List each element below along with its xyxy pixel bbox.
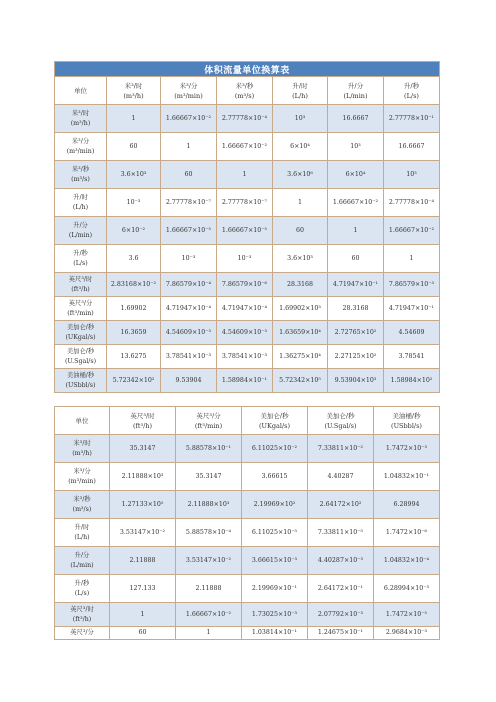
table-row <box>55 161 440 189</box>
table-cell: 6×10⁴ <box>328 161 384 189</box>
row-label: 升/秒 (L/s) <box>55 245 107 273</box>
table-cell: 3.78541×10⁻³ <box>161 345 217 369</box>
unit-header: 单位 <box>55 407 110 435</box>
table-row <box>55 519 440 547</box>
table-cell: 1 <box>110 603 176 627</box>
conversion-table-1 <box>54 61 440 393</box>
table-cell: 60 <box>273 217 328 245</box>
table-cell: 2.11888 <box>176 575 242 603</box>
table-cell: 3.53147×10⁻² <box>176 547 242 575</box>
row-label: 米³/分 (m³/min) <box>55 463 110 491</box>
table-cell: 13.6275 <box>107 345 161 369</box>
table-cell: 2.64172×10⁻¹ <box>308 575 374 603</box>
table-cell: 2.77778×10⁻⁷ <box>161 189 217 217</box>
row-label: 英尺³/分 <box>55 627 110 640</box>
table-cell: 3.6×10⁶ <box>273 161 328 189</box>
table-cell: 4.71947×10⁻⁴ <box>217 297 273 321</box>
row-label: 升/时 (L/h) <box>55 519 110 547</box>
column-header: 美油桶/秒 (USbbl/s) <box>374 407 440 435</box>
row-label: 米³/时 (m³/h) <box>55 435 110 463</box>
table-cell: 16.3659 <box>107 321 161 345</box>
row-label: 美油桶/秒 (USbbl/s) <box>55 369 107 393</box>
column-header: 英尺³/分 (ft³/min) <box>176 407 242 435</box>
table-cell: 127.133 <box>110 575 176 603</box>
table-cell: 7.33811×10⁻² <box>308 435 374 463</box>
table-cell: 1 <box>384 245 440 273</box>
table-cell: 6.28994 <box>374 491 440 519</box>
table-cell: 35.3147 <box>176 463 242 491</box>
row-label: 升/分 (L/min) <box>55 217 107 245</box>
table-cell: 3.66615 <box>242 463 308 491</box>
row-label: 英尺³/时 (ft³/h) <box>55 603 110 627</box>
table-cell: 10³ <box>273 105 328 133</box>
table-cell: 2.72765×10² <box>328 321 384 345</box>
table-cell: 28.3168 <box>328 297 384 321</box>
table-cell: 1.03814×10⁻¹ <box>242 627 308 640</box>
table-cell: 9.53904×10³ <box>328 369 384 393</box>
row-label: 升/时 (L/h) <box>55 189 107 217</box>
table-cell: 4.54609×10⁻³ <box>217 321 273 345</box>
column-header: 美加仑/秒 (UKgal/s) <box>242 407 308 435</box>
table-cell: 3.78541×10⁻³ <box>217 345 273 369</box>
column-header: 米³/时 (m³/h) <box>107 77 161 105</box>
table-cell: 7.86579×10⁻⁴ <box>161 273 217 297</box>
row-label: 米³/分 (m³/min) <box>55 133 107 161</box>
table-cell: 1.58984×10⁻¹ <box>217 369 273 393</box>
table-cell: 2.27125×10² <box>328 345 384 369</box>
table-cell: 1.36275×10⁴ <box>273 345 328 369</box>
table-cell: 3.6 <box>107 245 161 273</box>
row-label: 英尺³/时 (ft³/h) <box>55 273 107 297</box>
table-cell: 3.6×10³ <box>273 245 328 273</box>
row-label: 美加仑/秒 (U.Sgal/s) <box>55 345 107 369</box>
table-cell: 60 <box>110 627 176 640</box>
table-cell: 1.66667×10⁻² <box>176 603 242 627</box>
table-row <box>55 369 440 393</box>
table-cell: 2.83168×10⁻² <box>107 273 161 297</box>
table-cell: 60 <box>107 133 161 161</box>
table-cell: 1 <box>273 189 328 217</box>
table-cell: 2.77778×10⁻⁷ <box>217 189 273 217</box>
table-cell: 1.66667×10⁻² <box>217 133 273 161</box>
table-row <box>55 189 440 217</box>
row-label: 英尺³/分 (ft³/min) <box>55 297 107 321</box>
table-cell: 1.66667×10⁻² <box>384 217 440 245</box>
table-row <box>55 603 440 627</box>
table-cell: 2.9684×10⁻³ <box>374 627 440 640</box>
table-cell: 1 <box>107 105 161 133</box>
table-cell: 1.7472×10⁻⁶ <box>374 519 440 547</box>
table-cell: 2.11888 <box>110 547 176 575</box>
table-cell: 16.6667 <box>328 105 384 133</box>
table-cell: 4.71947×10⁻¹ <box>328 273 384 297</box>
table-cell: 10³ <box>384 161 440 189</box>
table-cell: 4.71947×10⁻⁴ <box>161 297 217 321</box>
table-cell: 1.69902×10³ <box>273 297 328 321</box>
table-row <box>55 273 440 297</box>
row-label: 升/秒 (L/s) <box>55 575 110 603</box>
table-cell: 6.11025×10⁻⁵ <box>242 519 308 547</box>
table-cell: 10⁻³ <box>217 245 273 273</box>
conversion-table-2 <box>54 406 440 640</box>
row-label: 美加仑/秒 (UKgal/s) <box>55 321 107 345</box>
table-cell: 10⁻³ <box>161 245 217 273</box>
table-cell: 35.3147 <box>110 435 176 463</box>
table-cell: 4.54609 <box>384 321 440 345</box>
column-header: 米³/分 (m³/min) <box>161 77 217 105</box>
table-cell: 10³ <box>328 133 384 161</box>
table-cell: 7.86579×10⁻³ <box>384 273 440 297</box>
table-cell: 28.3168 <box>273 273 328 297</box>
table-cell: 1.7472×10⁻⁵ <box>374 603 440 627</box>
column-header: 美加仑/秒 (U.Sgal/s) <box>308 407 374 435</box>
table-cell: 6×10⁴ <box>273 133 328 161</box>
table-cell: 3.66615×10⁻³ <box>242 547 308 575</box>
table-row <box>55 345 440 369</box>
table-cell: 1.66667×10⁻² <box>161 105 217 133</box>
table-cell: 1.63659×10⁴ <box>273 321 328 345</box>
table-cell: 3.78541 <box>384 345 440 369</box>
table-cell: 2.07792×10⁻³ <box>308 603 374 627</box>
table-row <box>55 217 440 245</box>
table-cell: 3.6×10³ <box>107 161 161 189</box>
table-cell: 5.88578×10⁻¹ <box>176 435 242 463</box>
table-row <box>55 297 440 321</box>
table-row <box>55 627 440 640</box>
table-cell: 4.40287×10⁻³ <box>308 547 374 575</box>
table-cell: 3.53147×10⁻² <box>110 519 176 547</box>
table-cell: 2.11888×10³ <box>110 463 176 491</box>
table-row <box>55 547 440 575</box>
table-cell: 1.66667×10⁻⁵ <box>161 217 217 245</box>
table-row <box>55 491 440 519</box>
table-cell: 7.86579×10⁻⁶ <box>217 273 273 297</box>
table-cell: 4.71947×10⁻¹ <box>384 297 440 321</box>
table-row <box>55 463 440 491</box>
column-header: 米³/秒 (m³/s) <box>217 77 273 105</box>
row-label: 升/分 (L/min) <box>55 547 110 575</box>
table-cell: 1.66667×10⁻² <box>328 189 384 217</box>
table-cell: 1.7472×10⁻³ <box>374 435 440 463</box>
column-header: 升/秒 (L/s) <box>384 77 440 105</box>
table-cell: 1 <box>176 627 242 640</box>
column-header: 升/分 (L/min) <box>328 77 384 105</box>
table-cell: 2.19969×10² <box>242 491 308 519</box>
table-cell: 6×10⁻² <box>107 217 161 245</box>
table-cell: 1 <box>217 161 273 189</box>
table-row <box>55 105 440 133</box>
column-header: 升/时 (L/h) <box>273 77 328 105</box>
table-row <box>55 435 440 463</box>
table-cell: 5.72342×10² <box>107 369 161 393</box>
table-cell: 6.28994×10⁻³ <box>374 575 440 603</box>
table-title: 体积流量单位换算表 <box>55 62 440 77</box>
table-cell: 2.77778×10⁻⁴ <box>384 189 440 217</box>
table-cell: 5.72342×10⁵ <box>273 369 328 393</box>
table-cell: 1.04832×10⁻⁴ <box>374 547 440 575</box>
table-cell: 1 <box>328 217 384 245</box>
table-cell: 1.69902 <box>107 297 161 321</box>
table-cell: 9.53904 <box>161 369 217 393</box>
row-label: 米³/秒 (m³/s) <box>55 161 107 189</box>
table-cell: 1.58984×10² <box>384 369 440 393</box>
table-cell: 2.77778×10⁻⁴ <box>217 105 273 133</box>
table-cell: 60 <box>161 161 217 189</box>
table-cell: 2.77778×10⁻¹ <box>384 105 440 133</box>
table-cell: 4.54609×10⁻³ <box>161 321 217 345</box>
row-label: 米³/秒 (m³/s) <box>55 491 110 519</box>
table-cell: 7.33811×10⁻⁵ <box>308 519 374 547</box>
row-label: 米³/时 (m³/h) <box>55 105 107 133</box>
table-cell: 1.27133×10⁵ <box>110 491 176 519</box>
table-cell: 1.73025×10⁻³ <box>242 603 308 627</box>
table-cell: 60 <box>328 245 384 273</box>
table-cell: 5.88578×10⁻⁴ <box>176 519 242 547</box>
table-cell: 1 <box>161 133 217 161</box>
table-cell: 4.40287 <box>308 463 374 491</box>
table-cell: 16.6667 <box>384 133 440 161</box>
column-header: 英尺³/时 (ft³/h) <box>110 407 176 435</box>
unit-header: 单位 <box>55 77 107 105</box>
table-cell: 1.04832×10⁻¹ <box>374 463 440 491</box>
table-row <box>55 321 440 345</box>
table-cell: 10⁻³ <box>107 189 161 217</box>
table-cell: 1.66667×10⁻⁵ <box>217 217 273 245</box>
table-cell: 2.19969×10⁻¹ <box>242 575 308 603</box>
table-cell: 1.24675×10⁻¹ <box>308 627 374 640</box>
table-row <box>55 245 440 273</box>
table-cell: 6.11025×10⁻² <box>242 435 308 463</box>
table-cell: 2.11888×10³ <box>176 491 242 519</box>
table-row <box>55 575 440 603</box>
table-row <box>55 133 440 161</box>
table-cell: 2.64172×10² <box>308 491 374 519</box>
